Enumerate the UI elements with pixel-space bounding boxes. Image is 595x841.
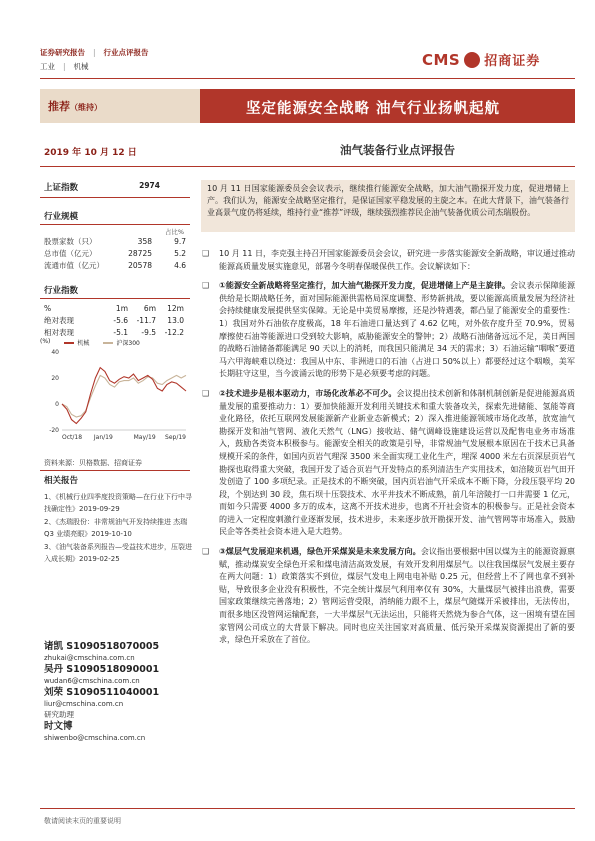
related-title: 相关报告 <box>44 476 79 486</box>
report-sub: 行业点评报告 <box>103 48 149 57</box>
x-tick-label: Oct/18 <box>62 434 83 441</box>
y-tick-label: -20 <box>49 427 59 434</box>
perf-header <box>40 303 190 315</box>
x-tick-label: May/19 <box>133 434 156 441</box>
perf-value: 13.0 <box>167 316 184 325</box>
rating-note: （维持） <box>70 103 102 112</box>
perf-row <box>40 315 190 327</box>
chart-ylabel: (%) <box>40 338 51 345</box>
scale-share: 9.7 <box>174 237 186 246</box>
perf-key: 相对表现 <box>44 328 74 337</box>
researcher-name: 时文博 <box>44 721 73 732</box>
index-chart <box>40 338 190 448</box>
paragraph-lead: ③煤层气发展迎来机遇，绿色开采煤炭是未来发展方向。 <box>219 547 421 557</box>
perf-col: 12m <box>167 304 184 313</box>
report-type: 证券研究报告 <box>40 48 85 57</box>
paragraph-body: 会议提出技术创新和体制机制创新是促进能源高质量发展的重要推动力：1）要加快能源开发利用关键技术和重大装备攻关，探索先进储能、氢能等商业化路径，依托互联网发展能源新产业新业态新模式；2）深入推进能源领域市场化改革，放宽油气勘探开发和油气管网、液化天然气（LNG）接收站、储气调峰设施建设运营以及配售电业务市场准入，鼓励各类资本积极参与。能源安全相关的政策是引导，非常规油气发展根本原因在于技术已具备规模开采的条件，如国内页岩气理深 3500 米全面实现工业化生产，埋深 4000 米左右页深层页岩气勘探也取得重大突破，我国开发了适合页岩气开发特点的系列清洁生产实用技术，如涪陵页岩气田开发创造了 100 多项纪录。正是技术的不断突破，国内页岩油气开采成本不断下降，分段压裂平均 20 段，个别达到 30 段，焦石坝十压裂技术、水平井技术不断成熟，前几年涪陵打一口井需要 1 亿元，而如今只需要 4000 多万的成本，这离不开技术进步，也离不开社会资本的积极参与。正是社会资本的进入一定程度刺激行业逐渐发展，技术进步，未来逐步放开勘探开发、油气管网等市场准入，鼓励民企等各类社会资本进入是大趋势。 <box>219 388 575 537</box>
paragraph-text <box>219 280 575 381</box>
scale-row <box>40 260 190 272</box>
scale-share: 4.6 <box>174 261 186 270</box>
sector: 工业 <box>40 62 55 71</box>
paragraph-text: 10 月 11 日，李克强主持召开国家能源委员会会议，研究进一步落实能源安全新战略，审议通过推动能源高质量发展实施意见，部署今冬明春保暖保供工作。会议解读如下： <box>219 249 575 271</box>
y-tick-label: 0 <box>55 401 59 408</box>
x-tick-label: Sep/19 <box>165 434 186 441</box>
perf-value: -5.6 <box>113 316 128 325</box>
scale-key: 总市值（亿元） <box>44 249 97 258</box>
date-rule <box>40 166 575 167</box>
scale-unit: 占比% <box>164 228 184 236</box>
paragraph-text <box>219 388 575 539</box>
legend-swatch <box>64 342 74 344</box>
researcher-label: 研究助理 <box>44 710 74 719</box>
paragraph-lead: ②技术进步是根本驱动力，市场化改革必不可少。 <box>219 388 397 398</box>
paragraph <box>201 248 575 273</box>
bullet-icon: ❑ <box>202 249 210 258</box>
chart-source: 资料来源：贝格数据、招商证券 <box>44 459 142 467</box>
divider: | <box>63 62 66 71</box>
related-item[interactable]: 3、《油气装备系列报告—受益技术进步，压裂进入成长期》2019-02-25 <box>44 543 192 563</box>
perf-key: 绝对表现 <box>44 316 74 325</box>
analyst-name: 吴丹 S1090518090001 <box>44 664 160 675</box>
analyst-name: 刘荣 S1090511040001 <box>44 687 160 698</box>
series-line <box>62 375 186 417</box>
x-tick-label: Jan/19 <box>93 434 113 441</box>
header-rule <box>40 78 575 79</box>
analyst-email[interactable]: zhukai@cmschina.com.cn <box>44 654 135 662</box>
perf-value: -11.7 <box>136 316 156 325</box>
paragraph <box>201 546 575 647</box>
paragraph-body: 会议指出要根据中国以煤为主的能源资源禀赋，推动煤炭安全绿色开采和煤电清洁高效发展，有效开发利用煤层气。以往我国煤层气发展主要存在两大问题：1）政策落实不到位，煤层气发电上网电电补贴 0.25 元，但经营上不了网也拿不到补贴，导致很多企业没有积极性，不完全统计煤层气利用率仅有 30%，大量煤层气被排出浪费，需要国家政策继续完善落地；2）管网运营受限，消纳能力跟不上，煤层气随煤开采被排出，无法传出，而很多地区没管网运输配套，一大半煤层气无法运出，只能将天然烧为参合气体，这一困境有望在国家管网公司成立的大背景下解决。同时也应关注国家对高质量、低污染开采煤炭资源提出了新的要求，绿色开采放在了首位。 <box>219 547 575 645</box>
title-banner <box>40 89 575 123</box>
divider: | <box>93 48 96 57</box>
analysts <box>44 640 194 743</box>
cms-logo <box>422 50 540 69</box>
scale-share: 5.2 <box>174 249 186 258</box>
footer-rule <box>40 808 575 809</box>
scale-row <box>40 236 190 248</box>
scale-key: 股票家数（只） <box>44 237 97 246</box>
source-rule <box>40 470 190 471</box>
rating-label: 推荐 <box>48 100 70 113</box>
footer-note: 敬请阅读末页的重要说明 <box>44 817 121 825</box>
legend-label: 机械 <box>77 340 90 347</box>
analyst-email[interactable]: wudan6@cmschina.com.cn <box>44 677 140 685</box>
bullet-icon: ❑ <box>202 547 210 557</box>
perf-col: 1m <box>115 304 128 313</box>
scale-value: 28725 <box>128 249 152 258</box>
rating <box>48 98 102 114</box>
chart-plot <box>40 346 190 454</box>
y-tick-label: 40 <box>51 349 59 356</box>
main-content <box>201 248 575 654</box>
index-label: 上证指数 <box>44 183 79 193</box>
related-item[interactable]: 2、《杰瑞股份：非常规油气开发持续推进 杰瑞 Q3 业绩亮眼》2019-10-10 <box>44 518 188 538</box>
scale-title: 行业规模 <box>40 208 190 225</box>
perf-value: -5.1 <box>113 328 128 337</box>
perf-title: 行业指数 <box>40 282 190 299</box>
report-header <box>40 46 200 74</box>
scale-value: 20578 <box>128 261 152 270</box>
paragraph-lead: ①能源安全新战略将坚定推行，加大油气勘探开发力度，促进增储上产是主旋律。 <box>219 281 511 291</box>
perf-col: 6m <box>143 304 156 313</box>
analyst-email[interactable]: liur@cmschina.com.cn <box>44 700 124 708</box>
paragraph <box>201 280 575 381</box>
analyst-name: 诸凯 S1090518070005 <box>44 641 160 652</box>
related-item[interactable]: 1、《机械行业四季度投资策略—在行业下行中寻找确定性》2019-09-29 <box>44 493 192 513</box>
paragraph-text <box>219 546 575 647</box>
bullet-icon: ❑ <box>202 388 210 398</box>
report-date: 2019 年 10 月 12 日 <box>44 148 137 158</box>
researcher-email[interactable]: shiwenbo@cmschina.com.cn <box>44 734 146 742</box>
perf-value: -9.5 <box>141 328 156 337</box>
sidebar <box>40 175 190 339</box>
scale-value: 358 <box>137 237 152 246</box>
logo-text: CMS <box>422 50 461 69</box>
series-line <box>62 368 186 424</box>
report-subtitle: 油气装备行业点评报告 <box>340 143 455 157</box>
index-row <box>40 175 190 198</box>
index-value: 2974 <box>139 181 160 190</box>
scale-row <box>40 248 190 260</box>
paragraph <box>201 388 575 539</box>
perf-value: -12.2 <box>164 328 184 337</box>
scale-key: 流通市值（亿元） <box>44 261 104 270</box>
legend-label: 沪深300 <box>116 340 140 347</box>
paragraph-body: 会议表示保障能源供给是长期战略任务，面对国际能源供需格局深度调整、形势新挑战，要以能源高质量发展为经济社会持续健康发展提供坚实保障。无论是中美贸易摩擦，还是沙特遇袭，都凸显了能源安全的重要性：1）我国对外石油依存度极高，18 年石油进口量达到了 4.62 亿吨，对外依存度升至 70.9%，贸易摩擦使石油等能源进口受到较大影响，威胁能源安全的警钟；2）战略石油储备远远不足，美日两国的战略石油储备都能满足 90 天以上的消耗，而我国只能满足 34 天的需求；3）石油运输“咽喉”要道马六甲海峡难以绕过：我国从中东、非洲进口的石油（占进口 50%以上）都要经过这个咽喉，美军长期驻守这里，当今波涌云诡的形势下是必须要考虑的问题。 <box>219 281 575 379</box>
logo-badge-icon <box>464 52 480 68</box>
report-title: 坚定能源安全战略 油气行业扬帆起航 <box>246 101 501 117</box>
related-list <box>44 492 192 567</box>
industry: 机械 <box>73 62 89 71</box>
perf-col: % <box>44 304 52 313</box>
bullet-icon: ❑ <box>202 281 210 291</box>
y-tick-label: 20 <box>51 375 59 382</box>
legend-swatch <box>103 342 113 344</box>
summary-box: 10 月 11 日国家能源委员会会议表示，继续推行能源安全战略，加大油气勘探开发力度，促进增储上产。我们认为，能源安全战略坚定推行，是保证国家平稳发展的主旋之本。在此大背景下，油气装备行业高景气度仍将延续，维持行业“推荐”评级，继续强烈推荐民企油气装备优质公司杰瑞股份。 <box>201 180 575 232</box>
logo-cn: 招商证券 <box>484 54 541 69</box>
